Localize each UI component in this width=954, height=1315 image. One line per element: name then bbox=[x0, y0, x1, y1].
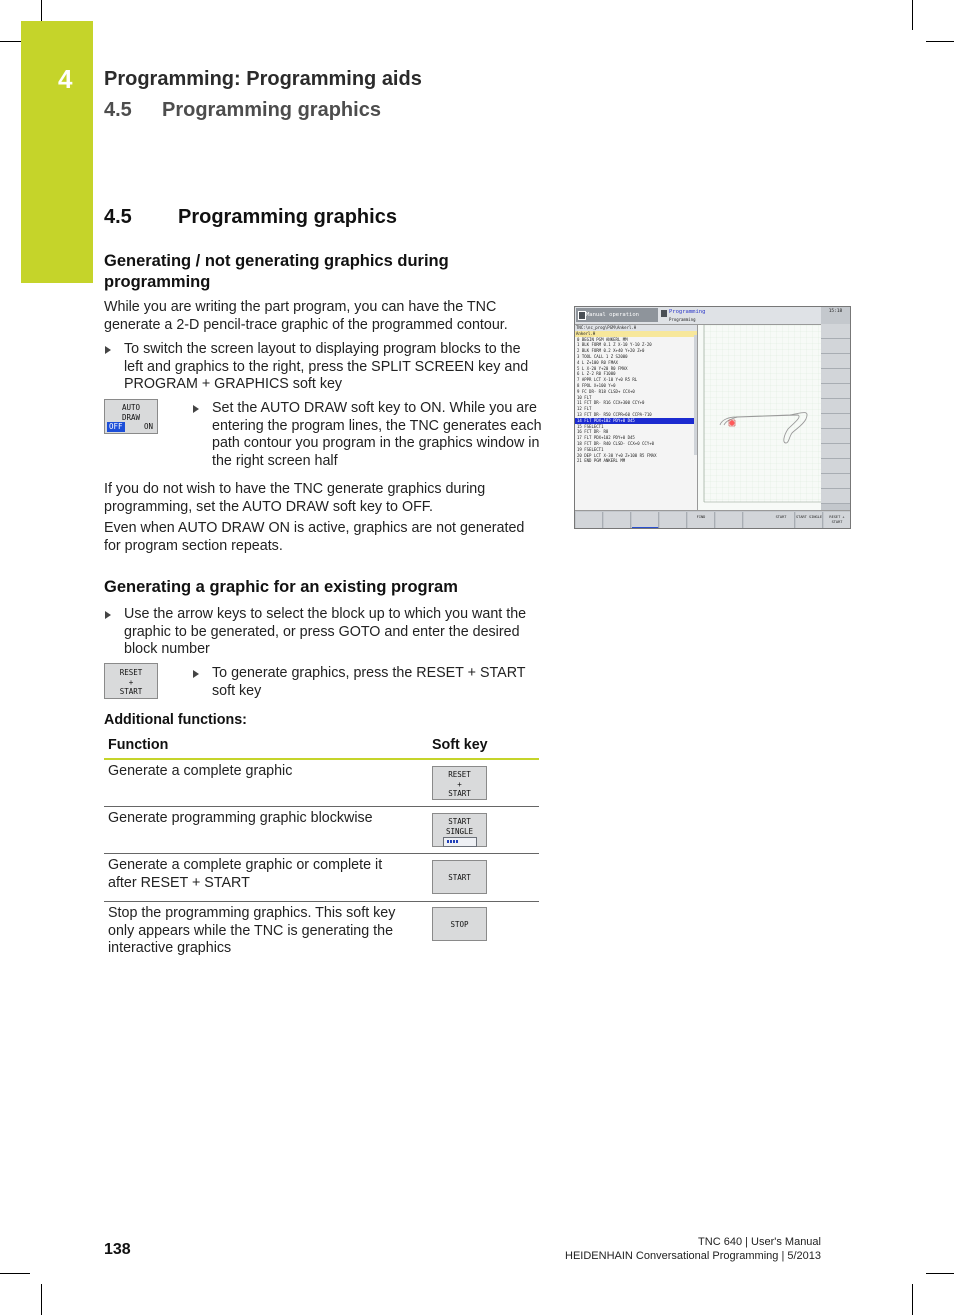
footer-manual-subtitle: HEIDENHAIN Conversational Programming | 5/2013 bbox=[565, 1250, 821, 1262]
softkey-line: SINGLE bbox=[445, 826, 474, 836]
bottom-softkey[interactable] bbox=[716, 512, 743, 529]
program-line[interactable]: 0 BEGIN PGM ANKERL MM bbox=[577, 336, 628, 342]
crop-mark bbox=[912, 0, 913, 30]
program-line[interactable]: 13 FCT DR- R50 CCPR+60 CCPA-710 bbox=[577, 411, 652, 417]
chapter-number: 4 bbox=[58, 64, 73, 94]
bottom-softkey[interactable] bbox=[744, 512, 771, 529]
program-line[interactable]: 11 FCT DR- R16 CCX+300 CCY+0 bbox=[577, 400, 645, 406]
softkey-line: AUTO bbox=[121, 403, 141, 412]
reset-start-softkey[interactable] bbox=[432, 766, 487, 800]
crop-mark bbox=[926, 1273, 954, 1274]
vertical-softkey[interactable] bbox=[821, 474, 851, 489]
program-line[interactable]: 4 L Z+100 R0 FMAX bbox=[577, 359, 618, 365]
softkey-line: RESET bbox=[119, 668, 143, 677]
mode-programming-sublabel: Programming bbox=[669, 317, 696, 322]
machine-mode-icon bbox=[578, 311, 586, 320]
vertical-softkey-column bbox=[821, 324, 851, 510]
clock: 15:18 bbox=[821, 307, 850, 324]
running-section-title: Programming graphics bbox=[162, 99, 381, 121]
tnc-screenshot bbox=[574, 306, 851, 529]
softkey-line: STOP bbox=[450, 920, 469, 929]
stop-softkey[interactable] bbox=[432, 907, 487, 941]
table-cell-function: Generate a complete graphic bbox=[108, 763, 293, 779]
instruction-text: To generate graphics, press the RESET + START soft key bbox=[212, 665, 526, 699]
softkey-line: DRAW bbox=[121, 412, 141, 422]
running-section-number: 4.5 bbox=[104, 99, 132, 121]
paragraph-section-repeats: Even when AUTO DRAW ON is active, graphics are not generated for program section repeats. bbox=[104, 520, 525, 554]
vertical-softkey[interactable] bbox=[821, 339, 851, 354]
footer-manual-title: TNC 640 | User's Manual bbox=[698, 1236, 821, 1248]
bottom-softkey-start[interactable]: START bbox=[768, 512, 795, 529]
graphics-window bbox=[698, 325, 821, 510]
program-path: TNC:\nc_prog\PGM\Ankerl.H bbox=[575, 325, 697, 331]
contour-graphic bbox=[698, 325, 821, 510]
additional-functions-label: Additional functions: bbox=[104, 712, 247, 728]
program-line[interactable]: 15 FSELECT1 bbox=[577, 423, 604, 429]
crop-mark bbox=[41, 1284, 42, 1315]
programming-mode-icon bbox=[661, 310, 667, 317]
section-number: 4.5 bbox=[104, 206, 132, 228]
reset-start-softkey[interactable] bbox=[104, 663, 158, 699]
bullet-arrow-icon bbox=[193, 670, 199, 678]
bottom-softkey[interactable] bbox=[632, 512, 659, 529]
chapter-tab bbox=[21, 21, 93, 283]
program-line[interactable]: 20 DEP LCT X-30 Y+0 Z+100 R5 FMAX bbox=[577, 452, 657, 458]
bottom-softkey-reset-start[interactable]: RESET + START bbox=[824, 512, 851, 529]
instruction-text: Set the AUTO DRAW soft key to ON. While you are entering the program lines, the TNC generates each path contour you program in the graphics window in the right screen half bbox=[212, 400, 542, 469]
instruction-select-block bbox=[124, 606, 542, 659]
program-line[interactable]: 3 TOOL CALL 1 Z S2000 bbox=[577, 353, 628, 359]
vertical-softkey[interactable] bbox=[821, 384, 851, 399]
crop-mark bbox=[926, 41, 954, 42]
vertical-softkey[interactable] bbox=[821, 444, 851, 459]
program-line[interactable]: 19 FSELECT1 bbox=[577, 446, 604, 452]
program-line[interactable]: 21 END PGM ANKERL MM bbox=[577, 458, 626, 464]
subheading-existing-program: Generating a graphic for an existing program bbox=[104, 578, 458, 596]
auto-draw-softkey[interactable] bbox=[104, 399, 158, 434]
softkey-toggle-row bbox=[105, 422, 157, 432]
bottom-softkey-start-single[interactable]: START SINGLE bbox=[796, 512, 823, 529]
listing-scrollbar[interactable] bbox=[694, 335, 697, 455]
start-single-softkey[interactable] bbox=[432, 813, 487, 847]
crop-mark bbox=[0, 1273, 30, 1274]
vertical-softkey[interactable] bbox=[821, 459, 851, 474]
program-line[interactable]: 9 FC DR- R18 CLSD+ CCX+0 bbox=[577, 388, 635, 394]
single-step-icon-bars bbox=[447, 840, 459, 843]
program-line[interactable]: 1 BLK FORM 0.1 Z X-10 Y-10 Z-20 bbox=[577, 342, 652, 348]
program-line[interactable]: 16 FCT DR- R8 bbox=[577, 429, 609, 435]
chapter-title: Programming: Programming aids bbox=[104, 68, 422, 90]
vertical-softkey[interactable] bbox=[821, 414, 851, 429]
table-cell-function: Generate a complete graphic or complete it after RESET + START bbox=[108, 857, 383, 891]
softkey-on-state: ON bbox=[143, 422, 153, 431]
table-cell-function: Stop the programming graphics. This soft key only appears while the TNC is generating the interactive graphics bbox=[108, 905, 396, 957]
instruction-reset-start bbox=[212, 665, 542, 700]
crop-mark bbox=[41, 0, 42, 22]
softkey-line: START bbox=[448, 789, 471, 798]
program-line[interactable]: 14 FLT PDX+102 PDY+0 D45 bbox=[575, 418, 697, 424]
paragraph-auto-draw-off: If you do not wish to have the TNC generate graphics during programming, set the AUTO DRAW soft key to OFF. bbox=[104, 481, 486, 515]
program-line[interactable]: 7 APPR LCT X-10 Y+0 R5 RL bbox=[577, 377, 638, 383]
mode-programming-label: Programming bbox=[669, 309, 706, 315]
softkey-line: + bbox=[457, 779, 462, 789]
vertical-softkey[interactable] bbox=[821, 429, 851, 444]
bottom-softkey-find[interactable]: FIND bbox=[688, 512, 715, 529]
program-line[interactable]: 18 FCT DR- R40 CLSD- CCX+0 CCY+0 bbox=[577, 440, 655, 446]
vertical-softkey[interactable] bbox=[821, 399, 851, 414]
single-step-icon bbox=[443, 837, 477, 847]
program-line[interactable]: 8 FPOL X+100 Y+0 bbox=[577, 382, 616, 388]
bottom-softkey[interactable] bbox=[576, 512, 603, 529]
start-softkey[interactable] bbox=[432, 860, 487, 894]
softkey-line: RESET bbox=[448, 770, 471, 779]
horizontal-softkey-row bbox=[575, 510, 851, 529]
program-line[interactable]: 12 FLT bbox=[577, 406, 592, 412]
program-line[interactable]: 10 FLT bbox=[577, 394, 592, 400]
table-header-function: Function bbox=[108, 737, 169, 753]
table-header-rule bbox=[104, 758, 539, 760]
bottom-softkey[interactable] bbox=[660, 512, 687, 529]
vertical-softkey[interactable] bbox=[821, 324, 851, 339]
mode-manual-operation bbox=[576, 308, 658, 322]
instruction-split-screen bbox=[124, 341, 542, 394]
program-line[interactable]: 5 L X-20 Y+20 R0 FMAX bbox=[577, 365, 628, 371]
table-row-divider bbox=[104, 806, 539, 807]
softkey-line: START bbox=[448, 817, 471, 826]
softkey-line: START bbox=[119, 687, 143, 696]
vertical-softkey[interactable] bbox=[821, 489, 851, 504]
program-line[interactable]: 17 FLT PDX+102 PDY+0 D45 bbox=[577, 435, 635, 441]
program-listing bbox=[575, 325, 698, 510]
bottom-softkey[interactable] bbox=[604, 512, 631, 529]
program-file-title: Ankerl.H bbox=[575, 331, 697, 337]
instruction-text: Use the arrow keys to select the block up to which you want the graphic to be generated, or press GOTO and enter the desired block number bbox=[124, 606, 527, 658]
softkey-line: START bbox=[448, 873, 471, 882]
softkey-line: + bbox=[128, 677, 134, 687]
bullet-arrow-icon bbox=[105, 611, 111, 619]
program-line[interactable]: 2 BLK FORM 0.2 X+40 Y+20 Z+0 bbox=[577, 348, 645, 354]
program-lines bbox=[575, 337, 697, 465]
screenshot-header-bar bbox=[575, 307, 821, 325]
crop-mark bbox=[0, 41, 22, 42]
table-row-divider bbox=[104, 853, 539, 854]
table-header-softkey: Soft key bbox=[432, 737, 488, 753]
mode-programming bbox=[659, 308, 819, 322]
subheading-generating-graphics: Generating / not generating graphics during programming bbox=[104, 252, 449, 291]
intro-paragraph: While you are writing the part program, you can have the TNC generate a 2-D pencil-trace graphic of the programmed contour. bbox=[104, 299, 508, 333]
footer-info bbox=[565, 1235, 821, 1263]
crop-mark bbox=[912, 1284, 913, 1315]
running-section-header bbox=[104, 99, 381, 122]
program-line[interactable]: 6 L Z-2 R0 F1000 bbox=[577, 371, 616, 377]
bullet-arrow-icon bbox=[193, 405, 199, 413]
softkey-off-state: OFF bbox=[109, 422, 123, 431]
table-row-divider bbox=[104, 901, 539, 902]
section-heading bbox=[104, 206, 397, 229]
instruction-text: To switch the screen layout to displaying program blocks to the left and graphics to the right, press the SPLIT SCREEN key and PROGRAM + GRAPHICS soft key bbox=[124, 341, 529, 393]
table-cell-function: Generate programming graphic blockwise bbox=[108, 810, 373, 826]
bullet-arrow-icon bbox=[105, 346, 111, 354]
mode-manual-label: Manual operation bbox=[586, 312, 639, 318]
vertical-softkey[interactable] bbox=[821, 369, 851, 384]
section-title: Programming graphics bbox=[178, 206, 397, 228]
vertical-softkey[interactable] bbox=[821, 354, 851, 369]
page-number: 138 bbox=[104, 1241, 131, 1258]
instruction-auto-draw bbox=[212, 400, 542, 470]
